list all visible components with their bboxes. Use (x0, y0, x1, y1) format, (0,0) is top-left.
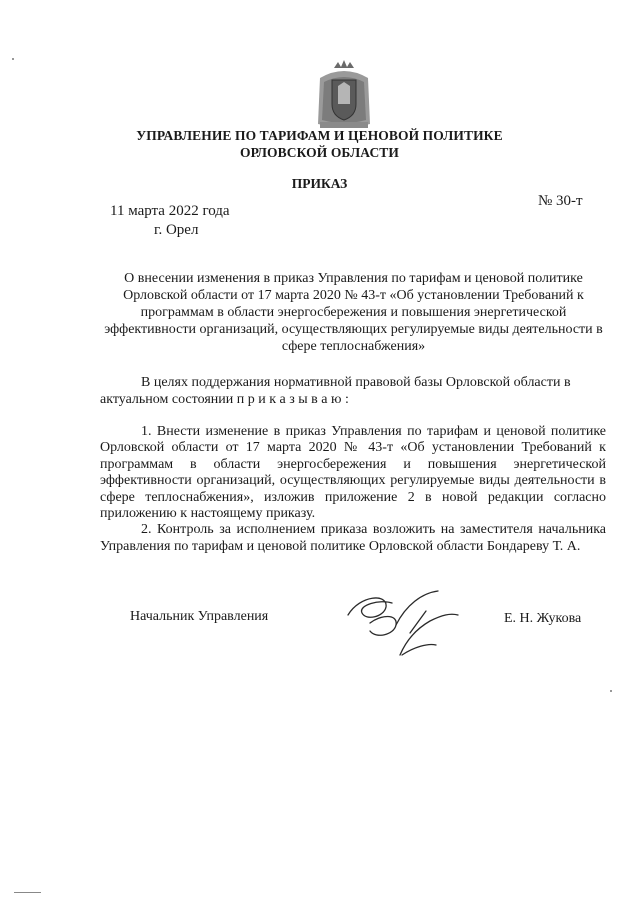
scan-speck (610, 690, 612, 692)
order-items (100, 424, 606, 555)
order-subject: О внесении изменения в приказ Управления по тарифам и ценовой политике Орловской области от 17 марта 2020 № 43-т «Об установлении Требований к программам в области энергосбережения и повышения энергетической эффективности организаций, осуществляющих регулируемые виды деятельности в сфере теплоснабжения» (104, 271, 603, 354)
order-number: № 30-т (538, 193, 583, 209)
organization-name-line-1: УПРАВЛЕНИЕ ПО ТАРИФАМ И ЦЕНОВОЙ ПОЛИТИКЕ (136, 128, 503, 143)
scan-speck (12, 58, 14, 60)
coat-of-arms-icon (314, 58, 374, 132)
signatory-position: Начальник Управления (130, 609, 269, 624)
footer-divider (14, 892, 41, 893)
document-type-title: ПРИКАЗ (291, 176, 348, 191)
signatory-name: Е. Н. Жукова (504, 611, 582, 626)
order-date: 11 марта 2022 года (110, 203, 230, 219)
order-item-1: 1. Внести изменение в приказ Управления по тарифам и ценовой политике Орловской области от 17 марта 2020 № 43-т «Об установлении Требований к программам в области энергосбережения и повышения энергетической эффективности организаций, осуществляющих регулируемые виды деятельности в сфере теплоснабжения», изложив приложение 2 в новой редакции согласно приложению к настоящему приказу. (100, 424, 606, 522)
order-item-2: 2. Контроль за исполнением приказа возложить на заместителя начальника Управления по тарифам и ценовой политике Орловской области Бондареву Т. А. (100, 522, 606, 554)
order-city: г. Орел (154, 222, 199, 238)
organization-name-line-2: ОРЛОВСКОЙ ОБЛАСТИ (239, 145, 400, 160)
preamble-paragraph: В целях поддержания нормативной правовой базы Орловской области в актуальном состоянии п р и к а з ы в а ю : (100, 375, 571, 407)
handwritten-signature (340, 585, 465, 663)
